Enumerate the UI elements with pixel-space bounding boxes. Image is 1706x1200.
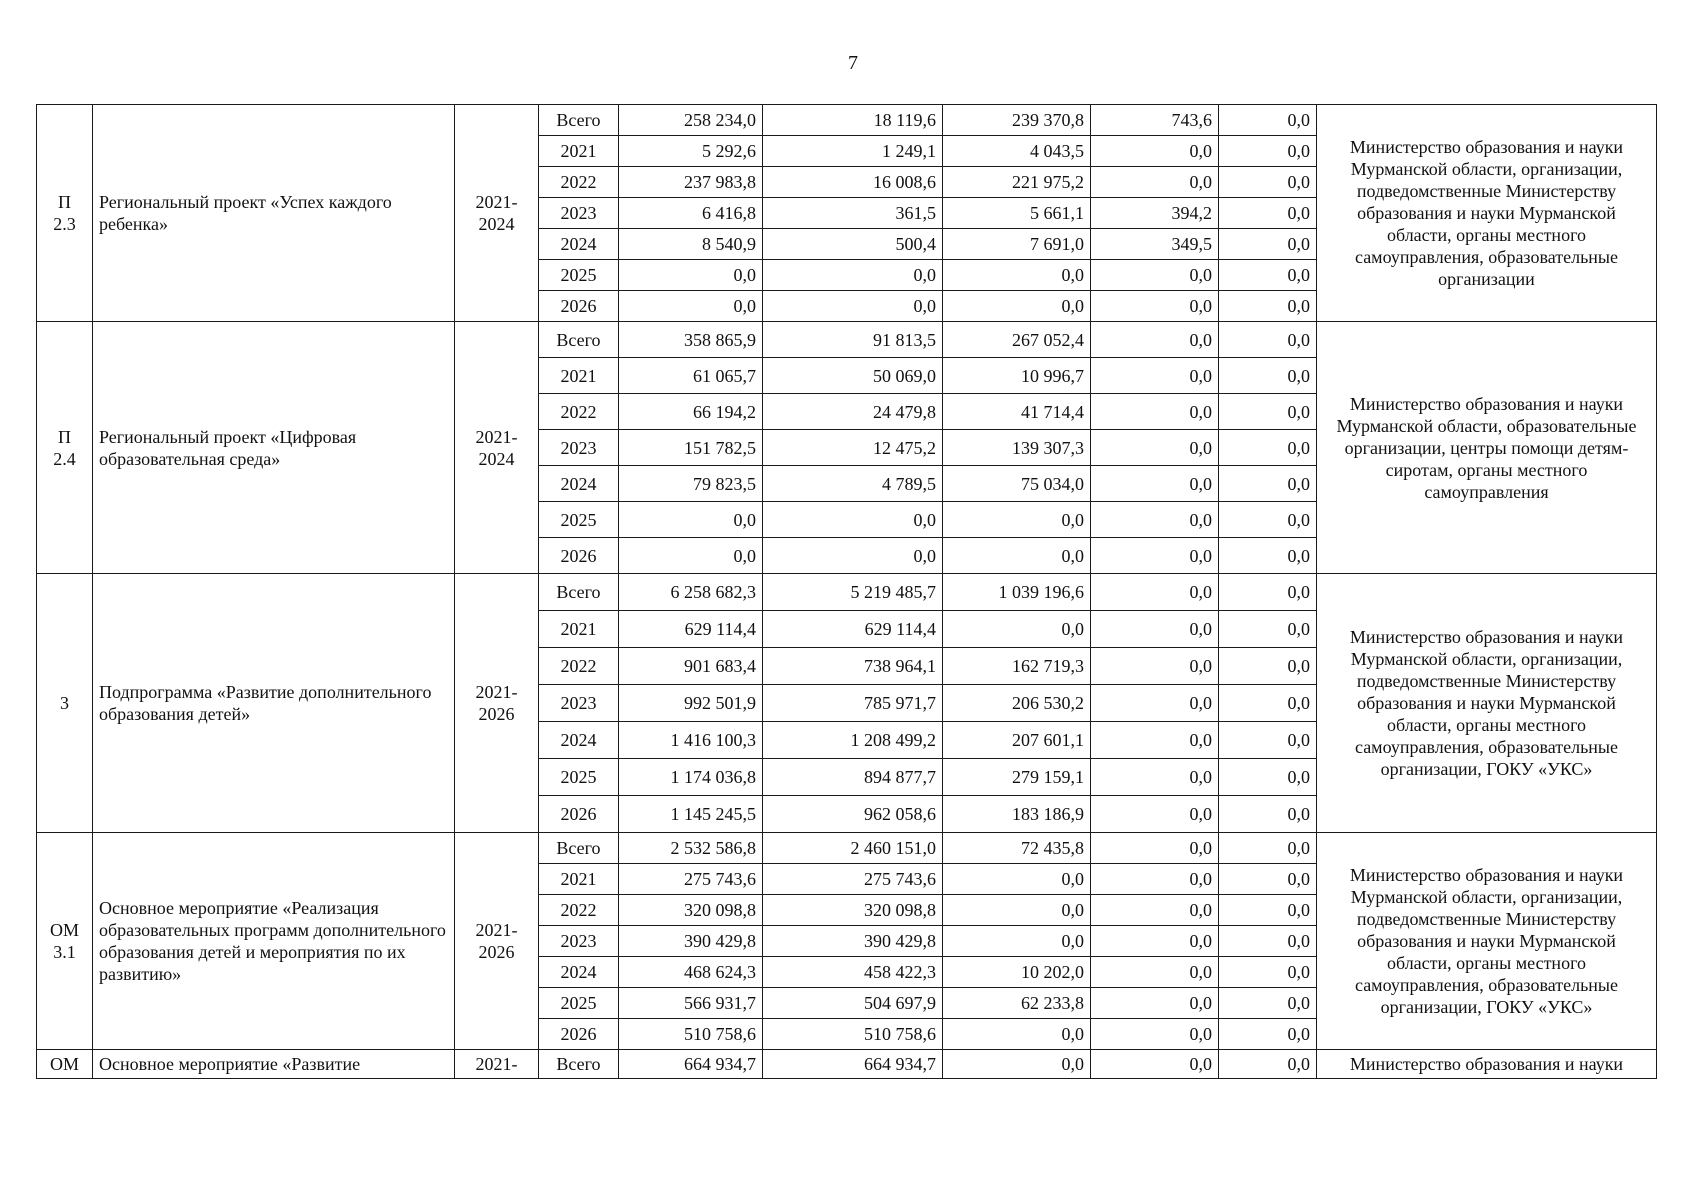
- funding-cell-1: 458 422,3: [763, 957, 943, 988]
- item-period: 2021- 2024: [455, 105, 539, 322]
- funding-cell-2: 0,0: [943, 538, 1091, 574]
- total-cell: 151 782,5: [619, 430, 763, 466]
- funding-cell-2: 207 601,1: [943, 722, 1091, 759]
- funding-cell-1: 664 934,7: [763, 1050, 943, 1079]
- funding-cell-4: 0,0: [1219, 759, 1317, 796]
- funding-cell-4: 0,0: [1219, 833, 1317, 864]
- item-name: Подпрограмма «Развитие дополнительного образования детей»: [93, 574, 455, 833]
- year-cell: 2024: [539, 957, 619, 988]
- funding-cell-1: 504 697,9: [763, 988, 943, 1019]
- funding-cell-3: 0,0: [1091, 759, 1219, 796]
- funding-cell-1: 320 098,8: [763, 895, 943, 926]
- funding-cell-2: 0,0: [943, 260, 1091, 291]
- table-body: [37, 105, 1657, 1079]
- funding-cell-3: 0,0: [1091, 926, 1219, 957]
- funding-cell-4: 0,0: [1219, 466, 1317, 502]
- item-name: Региональный проект «Успех каждого ребенка»: [93, 105, 455, 322]
- executor-cell: Министерство образования и науки Мурманской области, организации, подведомственные Министерству образования и науки Мурманской области, органы местного самоуправления, образовательные организации, ГОКУ «УКС»: [1317, 833, 1657, 1050]
- year-cell: 2022: [539, 167, 619, 198]
- funding-cell-4: 0,0: [1219, 502, 1317, 538]
- total-cell: 237 983,8: [619, 167, 763, 198]
- total-cell: 320 098,8: [619, 895, 763, 926]
- funding-cell-1: 0,0: [763, 502, 943, 538]
- year-cell: 2025: [539, 502, 619, 538]
- funding-cell-4: 0,0: [1219, 136, 1317, 167]
- year-cell: Всего: [539, 322, 619, 358]
- total-cell: 1 145 245,5: [619, 796, 763, 833]
- item-code: П 2.4: [37, 322, 93, 574]
- year-cell: 2021: [539, 136, 619, 167]
- total-cell: 901 683,4: [619, 648, 763, 685]
- funding-cell-3: 0,0: [1091, 394, 1219, 430]
- funding-cell-3: 0,0: [1091, 291, 1219, 322]
- year-cell: 2026: [539, 796, 619, 833]
- funding-cell-3: 0,0: [1091, 466, 1219, 502]
- funding-cell-1: 738 964,1: [763, 648, 943, 685]
- total-cell: 6 258 682,3: [619, 574, 763, 611]
- total-cell: 0,0: [619, 291, 763, 322]
- year-cell: Всего: [539, 574, 619, 611]
- funding-cell-4: 0,0: [1219, 394, 1317, 430]
- item-name: Основное мероприятие «Развитие: [93, 1050, 455, 1079]
- funding-cell-3: 0,0: [1091, 430, 1219, 466]
- total-cell: 66 194,2: [619, 394, 763, 430]
- funding-cell-1: 390 429,8: [763, 926, 943, 957]
- funding-cell-3: 0,0: [1091, 502, 1219, 538]
- total-cell: 1 174 036,8: [619, 759, 763, 796]
- item-period: 2021- 2024: [455, 322, 539, 574]
- year-cell: 2026: [539, 538, 619, 574]
- total-cell: 468 624,3: [619, 957, 763, 988]
- funding-cell-4: 0,0: [1219, 198, 1317, 229]
- funding-cell-4: 0,0: [1219, 926, 1317, 957]
- funding-cell-3: 0,0: [1091, 611, 1219, 648]
- funding-cell-2: 183 186,9: [943, 796, 1091, 833]
- total-cell: 664 934,7: [619, 1050, 763, 1079]
- funding-cell-3: 0,0: [1091, 722, 1219, 759]
- funding-cell-2: 162 719,3: [943, 648, 1091, 685]
- year-cell: 2024: [539, 722, 619, 759]
- year-cell: Всего: [539, 833, 619, 864]
- total-cell: 8 540,9: [619, 229, 763, 260]
- funding-cell-2: 4 043,5: [943, 136, 1091, 167]
- funding-cell-1: 894 877,7: [763, 759, 943, 796]
- funding-cell-1: 0,0: [763, 260, 943, 291]
- total-cell: 0,0: [619, 260, 763, 291]
- year-cell: 2025: [539, 260, 619, 291]
- funding-cell-4: 0,0: [1219, 260, 1317, 291]
- funding-cell-4: 0,0: [1219, 322, 1317, 358]
- total-cell: 5 292,6: [619, 136, 763, 167]
- funding-cell-3: 0,0: [1091, 167, 1219, 198]
- funding-cell-2: 0,0: [943, 926, 1091, 957]
- funding-cell-4: 0,0: [1219, 722, 1317, 759]
- funding-cell-1: 785 971,7: [763, 685, 943, 722]
- funding-cell-2: 10 996,7: [943, 358, 1091, 394]
- page-number: 7: [848, 52, 858, 74]
- funding-cell-3: 0,0: [1091, 648, 1219, 685]
- funding-cell-1: 1 249,1: [763, 136, 943, 167]
- year-cell: 2023: [539, 198, 619, 229]
- item-code: ОМ: [37, 1050, 93, 1079]
- funding-cell-2: 0,0: [943, 291, 1091, 322]
- funding-cell-1: 12 475,2: [763, 430, 943, 466]
- total-cell: 1 416 100,3: [619, 722, 763, 759]
- funding-cell-4: 0,0: [1219, 988, 1317, 1019]
- funding-cell-1: 0,0: [763, 538, 943, 574]
- funding-cell-2: 72 435,8: [943, 833, 1091, 864]
- item-code: П 2.3: [37, 105, 93, 322]
- funding-cell-4: 0,0: [1219, 864, 1317, 895]
- funding-cell-4: 0,0: [1219, 648, 1317, 685]
- total-cell: 358 865,9: [619, 322, 763, 358]
- funding-cell-2: 239 370,8: [943, 105, 1091, 136]
- funding-cell-2: 279 159,1: [943, 759, 1091, 796]
- item-period: 2021-: [455, 1050, 539, 1079]
- funding-cell-2: 0,0: [943, 1050, 1091, 1079]
- budget-table-container: [36, 104, 1656, 1079]
- table-row: [37, 833, 1657, 864]
- funding-cell-2: 1 039 196,6: [943, 574, 1091, 611]
- funding-cell-4: 0,0: [1219, 796, 1317, 833]
- funding-cell-1: 629 114,4: [763, 611, 943, 648]
- funding-cell-4: 0,0: [1219, 291, 1317, 322]
- year-cell: 2024: [539, 229, 619, 260]
- funding-cell-3: 0,0: [1091, 1050, 1219, 1079]
- total-cell: 992 501,9: [619, 685, 763, 722]
- total-cell: 566 931,7: [619, 988, 763, 1019]
- funding-cell-1: 24 479,8: [763, 394, 943, 430]
- funding-cell-2: 5 661,1: [943, 198, 1091, 229]
- item-name: Региональный проект «Цифровая образовательная среда»: [93, 322, 455, 574]
- funding-cell-1: 0,0: [763, 291, 943, 322]
- table-row: [37, 1050, 1657, 1079]
- funding-cell-4: 0,0: [1219, 430, 1317, 466]
- funding-cell-4: 0,0: [1219, 358, 1317, 394]
- year-cell: 2022: [539, 394, 619, 430]
- funding-cell-2: 75 034,0: [943, 466, 1091, 502]
- item-name: Основное мероприятие «Реализация образовательных программ дополнительного образования детей и мероприятия по их развитию»: [93, 833, 455, 1050]
- funding-cell-2: 267 052,4: [943, 322, 1091, 358]
- year-cell: 2022: [539, 895, 619, 926]
- funding-cell-4: 0,0: [1219, 685, 1317, 722]
- funding-cell-4: 0,0: [1219, 957, 1317, 988]
- item-code: 3: [37, 574, 93, 833]
- funding-cell-3: 0,0: [1091, 796, 1219, 833]
- year-cell: 2021: [539, 611, 619, 648]
- funding-cell-1: 1 208 499,2: [763, 722, 943, 759]
- funding-cell-1: 16 008,6: [763, 167, 943, 198]
- funding-cell-1: 500,4: [763, 229, 943, 260]
- funding-cell-4: 0,0: [1219, 105, 1317, 136]
- total-cell: 0,0: [619, 538, 763, 574]
- year-cell: 2024: [539, 466, 619, 502]
- funding-cell-1: 4 789,5: [763, 466, 943, 502]
- funding-cell-3: 0,0: [1091, 260, 1219, 291]
- year-cell: 2025: [539, 988, 619, 1019]
- year-cell: 2021: [539, 358, 619, 394]
- funding-cell-4: 0,0: [1219, 538, 1317, 574]
- funding-cell-3: 743,6: [1091, 105, 1219, 136]
- year-cell: 2026: [539, 1019, 619, 1050]
- total-cell: 390 429,8: [619, 926, 763, 957]
- funding-cell-1: 50 069,0: [763, 358, 943, 394]
- executor-cell: Министерство образования и науки: [1317, 1050, 1657, 1079]
- funding-cell-2: 0,0: [943, 895, 1091, 926]
- total-cell: 61 065,7: [619, 358, 763, 394]
- table-row: [37, 322, 1657, 358]
- funding-cell-2: 62 233,8: [943, 988, 1091, 1019]
- funding-cell-2: 0,0: [943, 502, 1091, 538]
- funding-cell-1: 510 758,6: [763, 1019, 943, 1050]
- total-cell: 79 823,5: [619, 466, 763, 502]
- funding-cell-3: 0,0: [1091, 574, 1219, 611]
- funding-cell-4: 0,0: [1219, 574, 1317, 611]
- item-period: 2021- 2026: [455, 833, 539, 1050]
- table-row: [37, 574, 1657, 611]
- year-cell: 2023: [539, 430, 619, 466]
- funding-cell-1: 2 460 151,0: [763, 833, 943, 864]
- funding-cell-3: 0,0: [1091, 136, 1219, 167]
- total-cell: 510 758,6: [619, 1019, 763, 1050]
- executor-cell: Министерство образования и науки Мурманской области, организации, подведомственные Министерству образования и науки Мурманской области, органы местного самоуправления, образовательные организации, ГОКУ «УКС»: [1317, 574, 1657, 833]
- funding-cell-3: 0,0: [1091, 685, 1219, 722]
- funding-cell-2: 139 307,3: [943, 430, 1091, 466]
- budget-table: [36, 104, 1657, 1079]
- funding-cell-2: 7 691,0: [943, 229, 1091, 260]
- executor-cell: Министерство образования и науки Мурманской области, организации, подведомственные Министерству образования и науки Мурманской области, органы местного самоуправления, образовательные организации: [1317, 105, 1657, 322]
- funding-cell-3: 394,2: [1091, 198, 1219, 229]
- item-code: ОМ 3.1: [37, 833, 93, 1050]
- funding-cell-1: 361,5: [763, 198, 943, 229]
- total-cell: 2 532 586,8: [619, 833, 763, 864]
- year-cell: Всего: [539, 1050, 619, 1079]
- funding-cell-3: 0,0: [1091, 864, 1219, 895]
- funding-cell-1: 5 219 485,7: [763, 574, 943, 611]
- total-cell: 629 114,4: [619, 611, 763, 648]
- year-cell: 2025: [539, 759, 619, 796]
- funding-cell-4: 0,0: [1219, 229, 1317, 260]
- funding-cell-3: 0,0: [1091, 358, 1219, 394]
- funding-cell-2: 10 202,0: [943, 957, 1091, 988]
- funding-cell-4: 0,0: [1219, 1050, 1317, 1079]
- funding-cell-3: 0,0: [1091, 538, 1219, 574]
- executor-cell: Министерство образования и науки Мурманской области, образовательные организации, центры помощи детям-сиротам, органы местного самоуправления: [1317, 322, 1657, 574]
- funding-cell-1: 91 813,5: [763, 322, 943, 358]
- year-cell: Всего: [539, 105, 619, 136]
- funding-cell-3: 0,0: [1091, 833, 1219, 864]
- year-cell: 2022: [539, 648, 619, 685]
- item-period: 2021- 2026: [455, 574, 539, 833]
- funding-cell-1: 275 743,6: [763, 864, 943, 895]
- funding-cell-1: 962 058,6: [763, 796, 943, 833]
- year-cell: 2021: [539, 864, 619, 895]
- funding-cell-3: 349,5: [1091, 229, 1219, 260]
- funding-cell-2: 0,0: [943, 611, 1091, 648]
- funding-cell-2: 206 530,2: [943, 685, 1091, 722]
- funding-cell-2: 0,0: [943, 1019, 1091, 1050]
- year-cell: 2023: [539, 685, 619, 722]
- funding-cell-2: 221 975,2: [943, 167, 1091, 198]
- total-cell: 275 743,6: [619, 864, 763, 895]
- total-cell: 258 234,0: [619, 105, 763, 136]
- funding-cell-4: 0,0: [1219, 895, 1317, 926]
- total-cell: 0,0: [619, 502, 763, 538]
- funding-cell-4: 0,0: [1219, 1019, 1317, 1050]
- funding-cell-3: 0,0: [1091, 1019, 1219, 1050]
- funding-cell-3: 0,0: [1091, 988, 1219, 1019]
- funding-cell-2: 41 714,4: [943, 394, 1091, 430]
- year-cell: 2026: [539, 291, 619, 322]
- table-row: [37, 105, 1657, 136]
- funding-cell-3: 0,0: [1091, 957, 1219, 988]
- funding-cell-1: 18 119,6: [763, 105, 943, 136]
- funding-cell-2: 0,0: [943, 864, 1091, 895]
- year-cell: 2023: [539, 926, 619, 957]
- funding-cell-3: 0,0: [1091, 322, 1219, 358]
- funding-cell-4: 0,0: [1219, 611, 1317, 648]
- funding-cell-3: 0,0: [1091, 895, 1219, 926]
- total-cell: 6 416,8: [619, 198, 763, 229]
- funding-cell-4: 0,0: [1219, 167, 1317, 198]
